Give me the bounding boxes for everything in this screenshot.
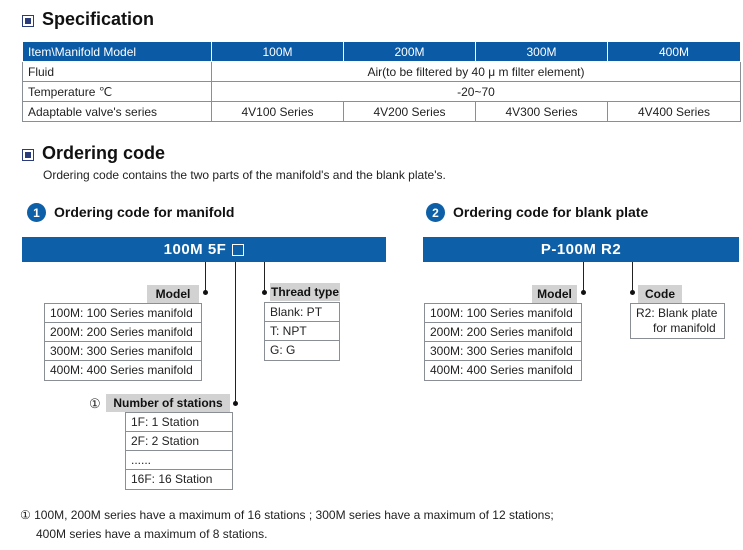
model-list <box>44 303 202 381</box>
manifold-code-bar <box>22 237 386 262</box>
table-row <box>23 102 741 122</box>
section-icon <box>22 15 34 27</box>
ordering-subtitle: Ordering code contains the two parts of the manifold's and the blank plate's. <box>43 168 446 182</box>
stations-list <box>125 412 233 490</box>
list-item: ...... <box>126 451 232 470</box>
footnote-line-1: ① 100M, 200M series have a maximum of 16 stations ; 300M series have a maximum of 12 stations; <box>20 508 554 522</box>
ordering-title: Ordering code <box>42 143 166 163</box>
blank-plate-title: Ordering code for blank plate <box>453 204 649 220</box>
model-label: Model <box>532 285 577 303</box>
connector-line <box>205 262 206 292</box>
header-cell: 400M <box>608 42 741 62</box>
empty-box-icon <box>232 244 244 256</box>
code-box <box>630 303 725 339</box>
list-item: 100M: 100 Series manifold <box>45 304 201 323</box>
code-desc-line: R2: Blank plate <box>636 306 718 320</box>
code-desc-line: for manifold <box>653 321 716 335</box>
list-item: Blank: PT <box>265 303 339 322</box>
connector-line <box>235 262 236 404</box>
header-cell: Item\Manifold Model <box>23 42 212 62</box>
step-number-badge: 1 <box>27 203 46 222</box>
table-row <box>23 82 741 102</box>
thread-type-label: Thread type <box>270 285 339 299</box>
table-header-row <box>23 42 741 62</box>
list-item: 300M: 300 Series manifold <box>45 342 201 361</box>
list-item: 400M: 400 Series manifold <box>50 363 193 377</box>
valve-cell: 4V300 Series <box>476 102 608 122</box>
fluid-value: Air(to be filtered by 40 μ m filter element) <box>212 62 741 82</box>
temperature-value: -20~70 <box>212 82 741 102</box>
connector-line <box>264 262 265 292</box>
step-number-badge: 2 <box>426 203 445 222</box>
connector-dot <box>630 290 635 295</box>
row-label: Adaptable valve's series <box>23 102 212 122</box>
blank-plate-code-bar <box>423 237 739 262</box>
row-label: Fluid <box>23 62 212 82</box>
blank-model-list <box>424 303 582 381</box>
row-label: Temperature ℃ <box>23 82 212 102</box>
list-item: 400M: 400 Series manifold <box>430 363 573 377</box>
connector-dot <box>262 290 267 295</box>
list-item: 200M: 200 Series manifold <box>45 323 201 342</box>
list-item: 16F: 16 Station <box>131 472 213 486</box>
thread-type-list <box>264 302 340 361</box>
specification-title: Specification <box>42 9 155 29</box>
code-description <box>631 304 724 338</box>
connector-dot <box>203 290 208 295</box>
list-item: G: G <box>270 343 296 357</box>
header-cell: 300M <box>476 42 608 62</box>
valve-cell: 4V400 Series <box>608 102 741 122</box>
number-of-stations-label: Number of stations <box>106 394 230 412</box>
connector-dot <box>581 290 586 295</box>
connector-dot <box>233 401 238 406</box>
table-row <box>23 62 741 82</box>
connector-line <box>583 262 584 292</box>
list-item: 2F: 2 Station <box>126 432 232 451</box>
specification-table <box>22 41 741 122</box>
model-label: Model <box>147 285 199 303</box>
header-cell: 100M <box>212 42 344 62</box>
manifold-code: 100M 5F <box>163 241 227 258</box>
header-cell: 200M <box>344 42 476 62</box>
valve-cell: 4V200 Series <box>344 102 476 122</box>
manifold-title: Ordering code for manifold <box>54 204 235 220</box>
valve-cell: 4V100 Series <box>212 102 344 122</box>
list-item: 100M: 100 Series manifold <box>425 304 581 323</box>
footnote-mark: ① <box>89 396 101 411</box>
list-item: T: NPT <box>265 322 339 341</box>
footnote-line-2: 400M series have a maximum of 8 stations. <box>36 527 268 541</box>
list-item: 200M: 200 Series manifold <box>425 323 581 342</box>
blank-plate-code: P-100M R2 <box>540 241 622 258</box>
list-item: 300M: 300 Series manifold <box>425 342 581 361</box>
connector-line <box>632 262 633 292</box>
list-item: 1F: 1 Station <box>126 413 232 432</box>
code-label: Code <box>638 285 682 303</box>
section-icon <box>22 149 34 161</box>
